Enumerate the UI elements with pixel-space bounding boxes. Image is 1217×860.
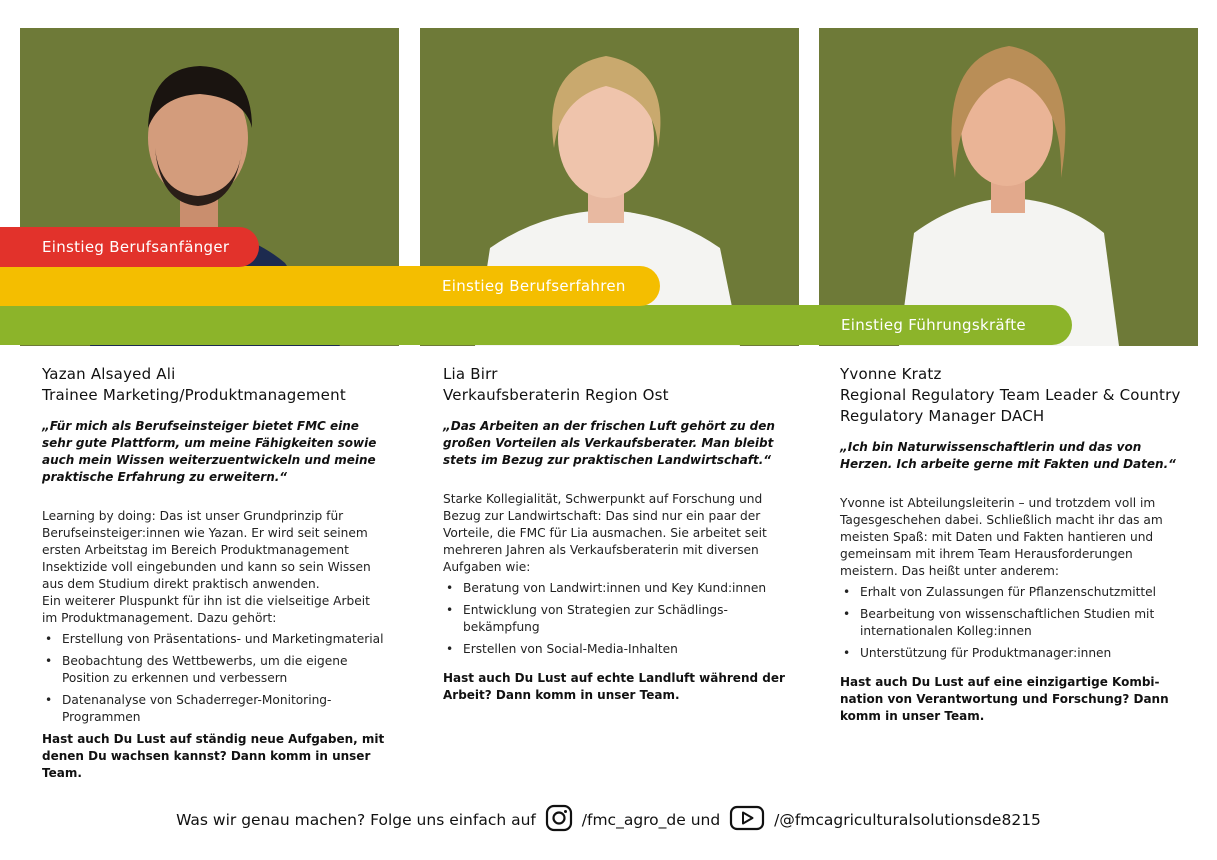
description-paragraph: Yvonne ist Abteilungsleiterin – und trotzdem voll im Tagesgeschehen dabei. Schließlich macht ihr das am meisten Spaß: mit Daten und Fakten hantieren und gemeinsam mit ihrem Team Herausforderungen meistern. Das heißt unter anderem: bbox=[840, 496, 1163, 578]
person-role: Trainee Marketing/Produktmanagement bbox=[42, 386, 346, 404]
call-to-action: Hast auch Du Lust auf eine einzigartige Kombi-nation von Verantwortung und Forschung? Dann komm in unser Team. bbox=[840, 675, 1169, 723]
task-list bbox=[443, 580, 788, 658]
band-entry-leaders: Einstieg Führungskräfte bbox=[0, 305, 1072, 345]
youtube-handle[interactable]: /@fmcagriculturalsolutionsde8215 bbox=[774, 811, 1041, 829]
person-quote: „Für mich als Berufseinsteiger bietet FMC eine sehr gute Plattform, um meine Fähigkeiten sowie auch mein Wissen weiterzuentwickeln und meine praktische Erfahrung zu erweitern.“ bbox=[42, 419, 377, 484]
profile-yvonne bbox=[840, 364, 1185, 725]
task-list bbox=[42, 631, 387, 726]
task-list bbox=[840, 584, 1185, 662]
person-description bbox=[840, 495, 1185, 580]
person-description bbox=[42, 508, 387, 627]
description-paragraph: Learning by doing: Das ist unser Grundprinzip für Berufseinsteiger:innen wie Yazan. Er wird seit seinem ersten Arbeitstag im Bereich Produktmanagement Insektizide voll eingebunden und kann so sein Wissen aus dem Studium direkt praktisch anwenden. bbox=[42, 509, 371, 591]
task-item: • Unterstützung für Produktmanager:innen bbox=[840, 645, 1185, 662]
task-item: • Datenanalyse von Schaderreger-Monitoring-Programmen bbox=[42, 692, 387, 726]
person-quote: „Das Arbeiten an der frischen Luft gehört zu den großen Vorteilen als Verkaufsberater. Man bleibt stets im Bezug zur praktischen Landwirtschaft.“ bbox=[443, 419, 775, 467]
footer-social bbox=[0, 804, 1217, 836]
description-paragraph: Starke Kollegialität, Schwerpunkt auf Forschung und Bezug zur Landwirtschaft: Das sind nur ein paar der Vorteile, die FMC für Lia ausmachen. Sie arbeitet seit mehreren Jahren als Verkaufsberaterin mit diversen Aufgaben wie: bbox=[443, 492, 767, 574]
task-item: • Bearbeitung von wissenschaftlichen Studien mit internationalen Kolleg:innen bbox=[840, 606, 1185, 640]
call-to-action: Hast auch Du Lust auf echte Landluft während der Arbeit? Dann komm in unser Team. bbox=[443, 671, 785, 702]
person-name: Yazan Alsayed Ali bbox=[42, 365, 176, 383]
task-item: • Entwicklung von Strategien zur Schädlings-bekämpfung bbox=[443, 602, 788, 636]
band-entry-experienced: Einstieg Berufserfahren bbox=[0, 266, 660, 306]
person-quote: „Ich bin Naturwissenschaftlerin und das von Herzen. Ich arbeite gerne mit Fakten und Daten.“ bbox=[840, 440, 1176, 471]
description-paragraph: Ein weiterer Pluspunkt für ihn ist die vielseitige Arbeit im Produktmanagement. Dazu gehört: bbox=[42, 594, 370, 625]
profile-lia bbox=[443, 364, 788, 704]
person-role: Regional Regulatory Team Leader & Country Regulatory Manager DACH bbox=[840, 386, 1181, 425]
band-entry-beginners: Einstieg Berufsanfänger bbox=[0, 227, 259, 267]
instagram-handle[interactable]: /fmc_agro_de und bbox=[581, 811, 721, 829]
task-item: • Erstellung von Präsentations- und Marketingmaterial bbox=[42, 631, 387, 648]
task-item: • Erhalt von Zulassungen für Pflanzenschutzmittel bbox=[840, 584, 1185, 601]
person-description bbox=[443, 491, 788, 576]
person-role: Verkaufsberaterin Region Ost bbox=[443, 386, 669, 404]
profile-yazan bbox=[42, 364, 387, 782]
task-item: • Beobachtung des Wettbewerbs, um die eigene Position zu erkennen und verbessern bbox=[42, 653, 387, 687]
youtube-icon[interactable] bbox=[729, 805, 765, 835]
instagram-icon[interactable] bbox=[545, 804, 573, 836]
footer-lead: Was wir genau machen? Folge uns einfach auf bbox=[176, 811, 536, 829]
call-to-action: Hast auch Du Lust auf ständig neue Aufgaben, mit denen Du wachsen kannst? Dann komm in unser Team. bbox=[42, 732, 385, 780]
photo-yvonne bbox=[819, 28, 1198, 346]
person-name: Yvonne Kratz bbox=[840, 365, 942, 383]
task-item: • Erstellen von Social-Media-Inhalten bbox=[443, 641, 788, 658]
person-name: Lia Birr bbox=[443, 365, 498, 383]
task-item: • Beratung von Landwirt:innen und Key Kund:innen bbox=[443, 580, 788, 597]
